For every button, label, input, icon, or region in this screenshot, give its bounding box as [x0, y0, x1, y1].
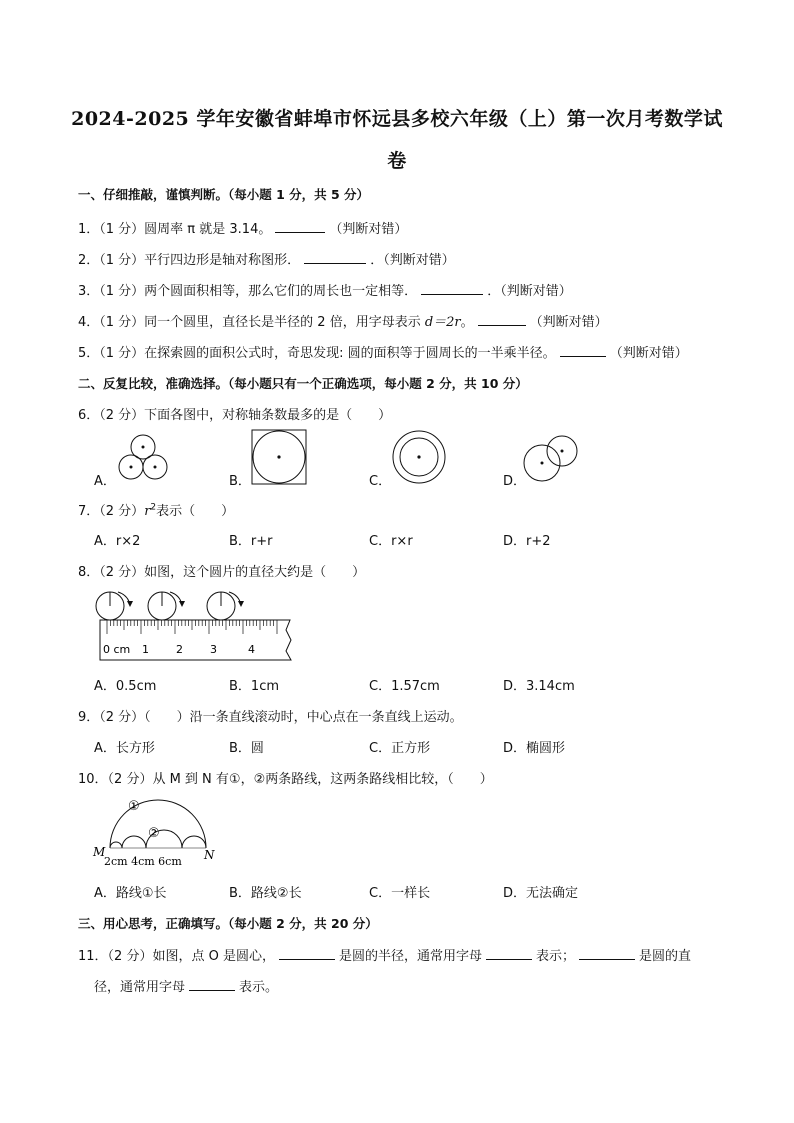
- q2-text: 2．（1 分）平行四边形是轴对称图形．: [78, 253, 301, 268]
- question-5: [78, 342, 688, 361]
- ruler-label-0: 0 cm: [103, 643, 131, 656]
- q5-text: 5．（1 分）在探索圆的面积公式时，奇思发现: 圆的面积等于圆周长的一半乘半径。: [78, 346, 556, 361]
- ruler-label-1: 1: [142, 643, 149, 656]
- q4-text: 4．（1 分）同一个圆里，直径长是半径的 2 倍，用字母表示: [78, 315, 425, 330]
- exam-title-line1: 2024-2025 学年安徽省蚌埠市怀远县多校六年级（上）第一次月考数学试: [71, 108, 723, 130]
- q6-option-d[interactable]: D．: [503, 474, 527, 489]
- q9-option-a[interactable]: A．长方形: [94, 741, 155, 756]
- q7-variable: r: [144, 504, 151, 519]
- q8-option-d[interactable]: D．3.14cm: [503, 679, 575, 694]
- q8-option-c[interactable]: C．1.57cm: [369, 679, 440, 694]
- route1-label: ①: [128, 799, 140, 814]
- q11-text-e: 表示。: [239, 980, 279, 995]
- q11-blank-radius-letter[interactable]: [486, 946, 532, 960]
- q11-text: 11．（2 分）如图，点 O 是圆心，: [78, 949, 275, 964]
- q7-text-end: 表示（ ）: [156, 504, 235, 519]
- segment-lengths-label: 2cm 4cm 6cm: [104, 855, 182, 868]
- q7-option-d[interactable]: D．r+2: [503, 534, 551, 549]
- q4-punct: 。: [460, 315, 474, 330]
- question-9-stem: 9．（2 分）（ ）沿一条直线滚动时，中心点在一条直线上运动。: [78, 710, 463, 725]
- q11-text-b: 表示；: [535, 949, 575, 964]
- question-3: [78, 280, 572, 299]
- point-n-label: N: [204, 848, 215, 862]
- section-2-heading: 二、反复比较，准确选择。（每小题只有一个正确选项，每小题 2 分，共 10 分）: [78, 376, 528, 391]
- q1-text: 1．（1 分）圆周率 π 就是 3.14。: [78, 222, 272, 237]
- q3-answer-blank[interactable]: [421, 281, 483, 295]
- ruler-label-2: 2: [176, 643, 183, 656]
- q10-option-c[interactable]: C．一样长: [369, 886, 431, 901]
- ruler-label-4: 4: [248, 643, 255, 656]
- q8-option-b[interactable]: B．1cm: [229, 679, 280, 694]
- q11-text-d: 径，通常用字母: [94, 980, 186, 995]
- q10-option-a[interactable]: A．路线①长: [94, 886, 167, 901]
- question-6-stem: 6．（2 分）下面各图中，对称轴条数最多的是（ ）: [78, 408, 392, 423]
- q10-option-b[interactable]: B．路线②长: [229, 886, 302, 901]
- question-1: [78, 218, 407, 237]
- q9-option-b[interactable]: B．圆: [229, 741, 264, 756]
- q1-answer-blank[interactable]: [275, 219, 325, 233]
- exam-title-line2: 卷: [387, 150, 407, 172]
- q6-figure-b-circle-in-square: [250, 428, 308, 486]
- q11-text-a: 是圆的半径，通常用字母: [338, 949, 482, 964]
- q7-option-c[interactable]: C．r×r: [369, 534, 413, 549]
- q10-option-d[interactable]: D．无法确定: [503, 886, 579, 901]
- section-1-heading: 一、仔细推敲，谨慎判断。（每小题 1 分，共 5 分）: [78, 187, 370, 202]
- q9-option-d[interactable]: D．椭圆形: [503, 741, 566, 756]
- question-2: [78, 249, 455, 268]
- q6-option-b[interactable]: B．: [229, 474, 251, 489]
- q11-blank-radius[interactable]: [279, 946, 335, 960]
- q2-hint: ．（判断对错）: [370, 253, 455, 268]
- q7-text: 7．（2 分）: [78, 504, 145, 519]
- q6-figure-d-overlapping-circles: [522, 432, 582, 486]
- q5-answer-blank[interactable]: [560, 343, 606, 357]
- q2-answer-blank[interactable]: [304, 250, 366, 264]
- q3-hint: ．（判断对错）: [487, 284, 572, 299]
- q8-option-a[interactable]: A．0.5cm: [94, 679, 157, 694]
- section-3-heading: 三、用心思考，正确填写。（每小题 2 分，共 20 分）: [78, 916, 378, 931]
- q4-hint: （判断对错）: [529, 315, 608, 330]
- q4-formula: d＝2r: [424, 315, 461, 330]
- q5-hint: （判断对错）: [609, 346, 688, 361]
- q11-text-c: 是圆的直: [638, 949, 691, 964]
- q3-text: 3．（1 分）两个圆面积相等，那么它们的周长也一定相等．: [78, 284, 418, 299]
- question-11-line1: [78, 945, 691, 964]
- q10-route-figure: [90, 792, 230, 870]
- q9-option-c[interactable]: C．正方形: [369, 741, 431, 756]
- q7-exponent: 2: [150, 502, 157, 513]
- question-4: [78, 311, 608, 330]
- q6-figure-c-concentric-circles: [390, 428, 448, 486]
- q1-hint: （判断对错）: [329, 222, 408, 237]
- question-7-stem: [78, 500, 234, 519]
- question-8-stem: 8．（2 分）如图，这个圆片的直径大约是（ ）: [78, 565, 366, 580]
- q7-option-b[interactable]: B．r+r: [229, 534, 273, 549]
- q6-option-a[interactable]: A．: [94, 474, 116, 489]
- question-10-stem: 10．（2 分）从 M 到 N 有①，②两条路线，这两条路线相比较，（ ）: [78, 772, 493, 787]
- q7-option-a[interactable]: A．r×2: [94, 534, 141, 549]
- q6-option-c[interactable]: C．: [369, 474, 392, 489]
- q11-blank-diameter-letter[interactable]: [189, 977, 235, 991]
- q8-ruler-figure: [90, 585, 300, 663]
- question-11-line2: [94, 976, 278, 995]
- q6-figure-a-three-circles: [110, 430, 176, 486]
- ruler-label-3: 3: [210, 643, 217, 656]
- q4-answer-blank[interactable]: [478, 312, 526, 326]
- point-m-label: M: [93, 845, 106, 859]
- route2-label: ②: [148, 826, 160, 841]
- q11-blank-diameter[interactable]: [579, 946, 635, 960]
